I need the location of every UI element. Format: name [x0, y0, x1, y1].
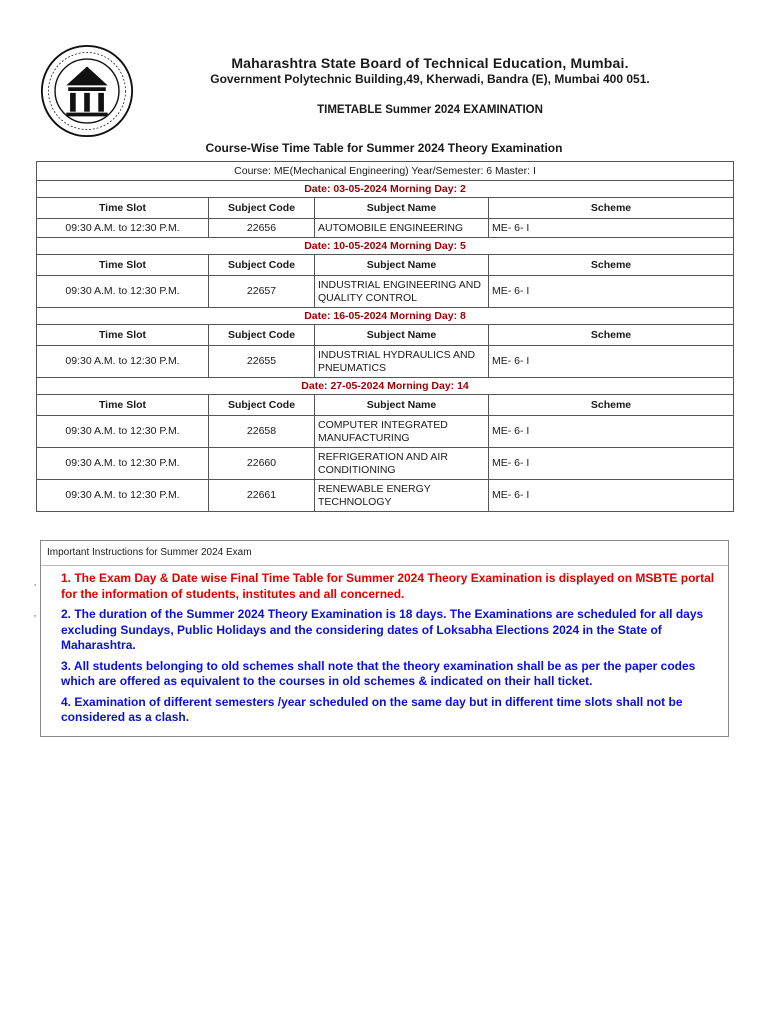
scheme-cell: ME- 6- I	[489, 219, 734, 238]
time-slot-cell: 09:30 A.M. to 12:30 P.M.	[37, 448, 209, 480]
time-slot-cell: 09:30 A.M. to 12:30 P.M.	[37, 276, 209, 308]
instruction-item: 1. The Exam Day & Date wise Final Time Table for Summer 2024 Theory Examination is displayed on MSBTE portal for the information of students, institutes and all concerned.	[61, 571, 715, 601]
subject-name-header: Subject Name	[315, 325, 489, 346]
table-row	[37, 346, 734, 378]
header-row	[37, 255, 734, 276]
date-row	[37, 378, 734, 395]
subject-code-header: Subject Code	[209, 395, 315, 416]
table-row	[37, 276, 734, 308]
session-date: Date: 27-05-2024 Morning Day: 14	[37, 378, 734, 395]
subject-code-cell: 22656	[209, 219, 315, 238]
board-address: Government Polytechnic Building,49, Kherwadi, Bandra (E), Mumbai 400 051.	[210, 72, 650, 86]
instruction-item: 3. All students belonging to old schemes shall note that the theory examination shall be as per the paper codes which are offered as equivalent to the courses in old schemes & indicated on their hall ticket.	[61, 658, 696, 688]
time-slot-header: Time Slot	[37, 198, 209, 219]
scheme-cell: ME- 6- I	[489, 416, 734, 448]
session-date: Date: 10-05-2024 Morning Day: 5	[37, 238, 734, 255]
subject-name-cell: INDUSTRIAL HYDRAULICS AND PNEUMATICS	[315, 346, 489, 378]
subject-name-header: Subject Name	[315, 255, 489, 276]
timetable	[36, 161, 734, 512]
course-info: Course: ME(Mechanical Engineering) Year/Semester: 6 Master: I	[37, 162, 734, 181]
subject-name-cell: COMPUTER INTEGRATED MANUFACTURING	[315, 416, 489, 448]
time-slot-cell: 09:30 A.M. to 12:30 P.M.	[37, 219, 209, 238]
subject-name-header: Subject Name	[315, 198, 489, 219]
scheme-cell: ME- 6- I	[489, 346, 734, 378]
instructions-box	[40, 540, 729, 737]
scheme-cell: ME- 6- I	[489, 480, 734, 512]
subject-code-cell: 22661	[209, 480, 315, 512]
time-slot-header: Time Slot	[37, 325, 209, 346]
subject-code-cell: 22657	[209, 276, 315, 308]
subject-code-cell: 22655	[209, 346, 315, 378]
time-slot-header: Time Slot	[37, 255, 209, 276]
scheme-header: Scheme	[489, 255, 734, 276]
time-slot-header: Time Slot	[37, 395, 209, 416]
table-row	[37, 416, 734, 448]
session-date: Date: 03-05-2024 Morning Day: 2	[37, 181, 734, 198]
course-table-title: Course-Wise Time Table for Summer 2024 Theory Examination	[205, 141, 563, 155]
subject-name-header: Subject Name	[315, 395, 489, 416]
time-slot-cell: 09:30 A.M. to 12:30 P.M.	[37, 346, 209, 378]
table-row	[37, 480, 734, 512]
subject-name-cell: REFRIGERATION AND AIR CONDITIONING	[315, 448, 489, 480]
instruction-item: 4. Examination of different semesters /year scheduled on the same day but in different time slots shall not be considered as a clash.	[61, 694, 683, 724]
time-slot-cell: 09:30 A.M. to 12:30 P.M.	[37, 480, 209, 512]
msbte-seal-logo	[40, 44, 134, 138]
scheme-cell: ME- 6- I	[489, 448, 734, 480]
instructions-title: Important Instructions for Summer 2024 Exam	[47, 547, 252, 558]
instruction-item: 2. The duration of the Summer 2024 Theory Examination is 18 days. The Examinations are scheduled for all days excluding Sundays, Public Holidays and the considering dates of Loksabha Elections 2024 in the State of Maharashtra.	[61, 607, 704, 652]
table-row	[37, 219, 734, 238]
exam-title: TIMETABLE Summer 2024 EXAMINATION	[317, 104, 543, 116]
scheme-header: Scheme	[489, 198, 734, 219]
subject-code-header: Subject Code	[209, 198, 315, 219]
date-row	[37, 181, 734, 198]
scheme-cell: ME- 6- I	[489, 276, 734, 308]
session-date: Date: 16-05-2024 Morning Day: 8	[37, 308, 734, 325]
divider	[41, 565, 728, 566]
subject-name-cell: RENEWABLE ENERGY TECHNOLOGY	[315, 480, 489, 512]
scheme-header: Scheme	[489, 325, 734, 346]
header-row	[37, 325, 734, 346]
subject-code-header: Subject Code	[209, 255, 315, 276]
subject-code-cell: 22660	[209, 448, 315, 480]
instructions-list	[61, 571, 716, 731]
date-row	[37, 238, 734, 255]
subject-name-cell: AUTOMOBILE ENGINEERING	[315, 219, 489, 238]
header-row	[37, 395, 734, 416]
subject-code-header: Subject Code	[209, 325, 315, 346]
time-slot-cell: 09:30 A.M. to 12:30 P.M.	[37, 416, 209, 448]
scheme-header: Scheme	[489, 395, 734, 416]
bullet-mark: ‚	[34, 608, 36, 618]
date-row	[37, 308, 734, 325]
board-title: Maharashtra State Board of Technical Education, Mumbai.	[231, 55, 629, 71]
subject-code-cell: 22658	[209, 416, 315, 448]
subject-name-cell: INDUSTRIAL ENGINEERING AND QUALITY CONTROL	[315, 276, 489, 308]
header-row	[37, 198, 734, 219]
bullet-mark: ‚	[34, 577, 36, 587]
table-row	[37, 448, 734, 480]
